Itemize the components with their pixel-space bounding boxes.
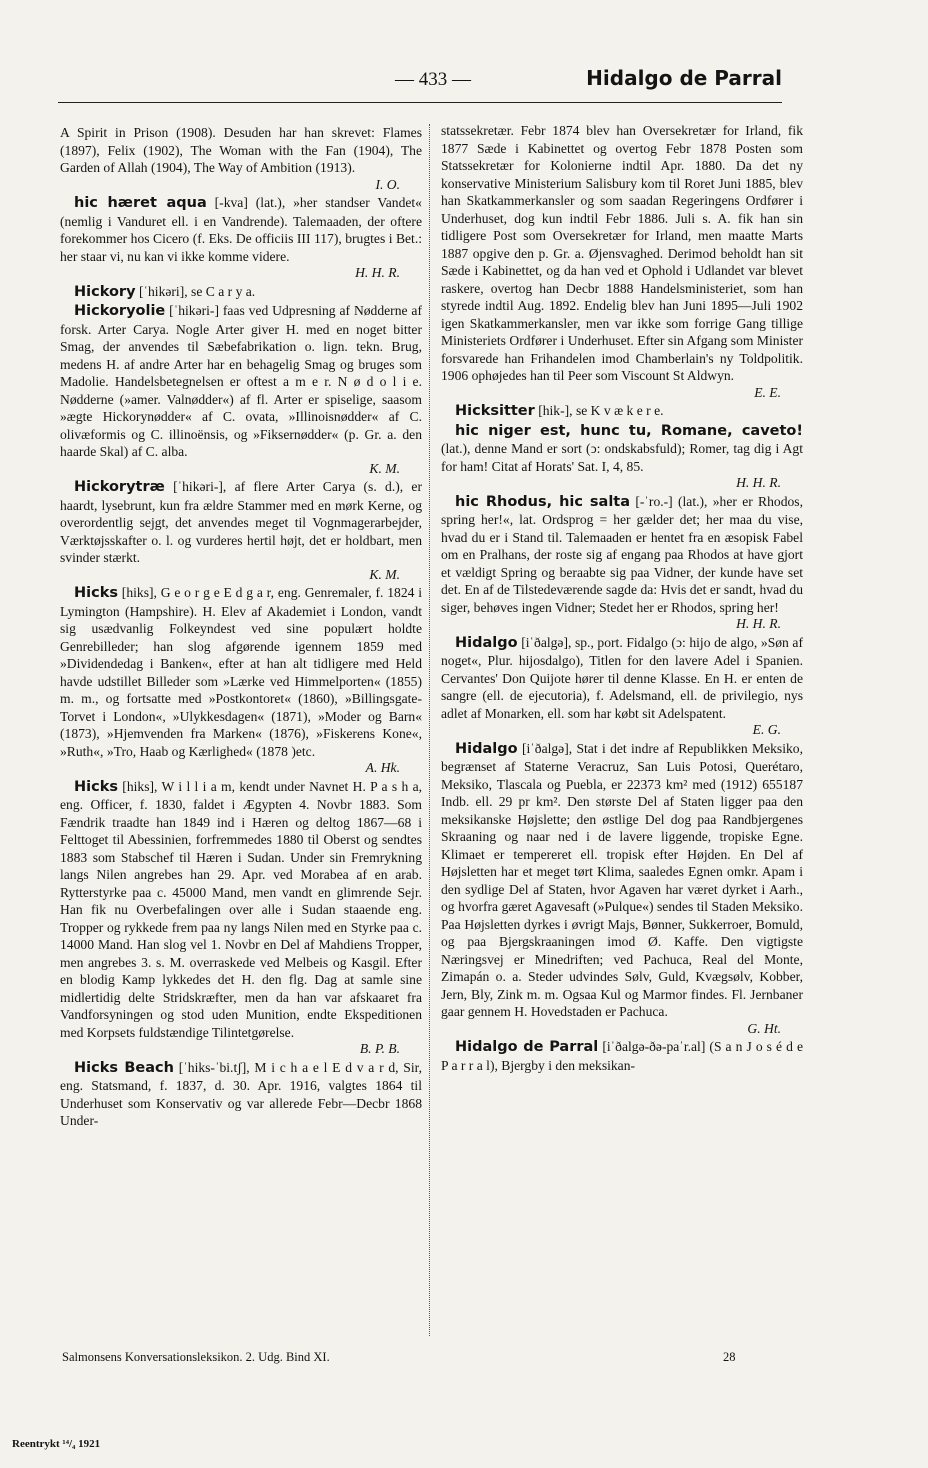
entry-headword: hic hæret aqua: [74, 195, 207, 211]
author-signature: H. H. R.: [355, 265, 400, 280]
header-rule: [58, 102, 782, 103]
entry-headword: Hicks: [74, 778, 118, 795]
page-number: — 433 —: [395, 69, 471, 90]
dictionary-entry: [441, 1038, 803, 1074]
dictionary-entry: [441, 422, 803, 492]
entry-text: [ˈhikəri-], af flere Arter Carya (s. d.), er haardt, lysebrunt, kun fra ældre Stammer med en mørk Kerne, og overordentlig sejgt, det anvendes meget til Vognmagerarbejder, Værktøjsskafter o. l. og vurderes hertil højt, det er holdbart, men svinder stærkt.: [60, 479, 422, 565]
dictionary-entry: [60, 194, 422, 282]
dictionary-entry: [60, 778, 422, 1058]
entry-headword: hic niger est, hunc tu, Romane, caveto!: [455, 422, 803, 439]
entry-text: [ˈhikəri-] faas ved Udpresning af Nødderne af forsk. Arter Carya. Nogle Arter giver H. med en noget bitter Smag, der anvendes til Sæbefabrikation o. lign. tekn. Brug, medens H. af andre Arter har en behagelig Smag og bruges som Madolie. Handelsbetegnelsen er oftest a m e r. N ø d o l i e. Nødderne (»amer. Valnødder«) af fl. Arter er spiselige, saasom »ægte Hickorynødder« af C. ovata, »Illinoisnødder« af C. olivæformis og C. illinoënsis, og »Fiksernødder« (p. Gr. a. den haarde Skal) af C. alba.: [60, 303, 422, 459]
dictionary-entry: [60, 1059, 422, 1130]
entry-headword: hic Rhodus, hic salta: [455, 493, 631, 510]
entry-text: [hiks], G e o r g e E d g a r, eng. Genremaler, f. 1824 i Lymington (Hampshire). H. Elev af Akademiet i London, vandt sig usædvanlig Folkeyndest ved sine populært holdte Genrebilleder; han slog afgørende igennem 1859 med »Dividendedag i Banken«, efter at han alt tidligere med Held havde udstillet Billeder som »Lærke ved Himmelporten« (1855) m. m., og fortsatte med »Postkontoret« (1860), »Billingsgate-Torvet i London«, »Ulykkesdagen« (1871), »Moder og Barn« (1873), »Hjemvenden fra Marken« (1876), »Fiskerens Kone«, »Ruth«, »Tro, Haab og Kærlighed« (1878 )etc.: [60, 585, 422, 759]
entry-text: statssekretær. Febr 1874 blev han Oversekretær for Irland, fik 1877 Sæde i Kabinettet og overtog Febr 1878 Posten som Statssekretær for Kolonierne indtil Apr. 1880. Da det ny konservative Ministerium Salisbury kom til Roret Juni 1885, blev han Skatkammerkansler og som saadan Regeringens Ordfører i Underhuset, dog kun indtil Febr 1886. Juli s. A. fik han sin tidligere Post som Oversekretær for Irland, men maatte Marts 1887 opgive den p. Gr. a. Øjensvaghed. Derimod beholdt han sit Sæde i Kabinettet, og da han ved et Ophold i Udlandet var blevet raskere, overtog han Decbr 1888 Handelsministeriet, som han styrede indtil Aug. 1892. Endelig blev han Juni 1895—Juli 1902 igen Skatkammerkansler, men var ikke som forrige Gang tillige Ministeriets Ordfører i Underhuset. Efter sin Afgang som Minister forsvarede han Frihandelen imod Chamberlain's ny Toldpolitik. 1906 ophøjedes han til Peer som Viscount St Aldwyn.: [441, 123, 803, 383]
author-signature: H. H. R.: [736, 475, 781, 490]
dictionary-entry: [60, 478, 422, 583]
author-signature: K. M.: [369, 566, 400, 582]
entry-headword: Hicks Beach: [74, 1059, 174, 1076]
left-column: [60, 124, 422, 1130]
entry-headword: Hickorytræ: [74, 479, 165, 495]
author-signature: G. Ht.: [747, 1020, 781, 1036]
entry-headword: Hicksitter: [455, 403, 535, 419]
entry-text: [iˈðalgə], sp., port. Fidalgo (ↄ: hijo de algo, »Søn af noget«, Plur. hijosdalgo), Titlen for den lavere Adel i Spanien. Cervantes' Don Quijote hører til denne Klasse. En H. er enten de sangre (ell. de ejecutoria), f. Adelsmand, ell. de privilegio, nys adlet af Monarken, ell. som har købt sit Adelspatent.: [441, 634, 803, 721]
right-column: [441, 122, 803, 1074]
reprint-note: Reentrykt ¹⁴/₄ 1921: [12, 1438, 101, 1450]
entry-headword: Hicks: [74, 585, 118, 601]
entry-text: [ˈhikəri], se C a r y a.: [138, 283, 256, 299]
dictionary-entry: [441, 740, 803, 1038]
sheet-signature: 28: [723, 1350, 736, 1364]
dictionary-entry: [60, 584, 422, 777]
entry-text: [ˈhiks-ˈbi.tʃ], M i c h a e l E d v a r d, Sir, eng. Statsmand, f. 1837, d. 30. Apr. 1916, valgtes 1864 til Underhuset som Konservativ og var allerede Febr—Decbr 1868 Under-: [60, 1059, 422, 1128]
entry-text: [-kva] (lat.), »her standser Vandet« (nemlig i Vanduret ell. i en Vandrende). Talemaaden, der oftere forekommer hos Cicero (f. Eks. De officiis III 117), brugtes i Bet.: her staar vi, nu kan vi ikke komme videre.: [60, 195, 422, 264]
dictionary-entry: [60, 283, 422, 302]
author-signature: H. H. R.: [736, 616, 781, 631]
dictionary-entry: [441, 402, 803, 421]
dictionary-entry: [60, 302, 422, 477]
entry-headword: Hidalgo: [455, 634, 518, 651]
dictionary-entry: [60, 124, 422, 193]
entry-headword: Hidalgo de Parral: [455, 1039, 599, 1055]
author-signature: I. O.: [375, 176, 400, 192]
dictionary-entry: [441, 493, 803, 633]
author-signature: B. P. B.: [359, 1041, 400, 1056]
dictionary-entry: [441, 634, 803, 739]
column-divider: [429, 124, 430, 1336]
publication-line: Salmonsens Konversationsleksikon. 2. Udg. Bind XI.: [62, 1350, 330, 1364]
entry-headword: Hidalgo: [455, 740, 518, 757]
entry-headword: Hickory: [74, 283, 136, 300]
entry-text: [iˈðalgə-ðə-paˈr.al] (S a n J o s é d e P a r r a l), Bjergby i den meksikan-: [441, 1039, 803, 1073]
author-signature: K. M.: [369, 460, 400, 476]
page-footer: [62, 1350, 782, 1365]
author-signature: E. G.: [752, 722, 781, 737]
author-signature: A. Hk.: [365, 760, 400, 775]
dictionary-entry: [441, 122, 803, 401]
entry-headword: Hickoryolie: [74, 303, 166, 319]
entry-text: [hiks], W i l l i a m, kendt under Navnet H. P a s h a, eng. Officer, f. 1830, faldet i Ægypten 4. Novbr 1883. Som Fændrik traadte han 1849 ind i Hæren og deltog 1867—68 i Felttoget til Abessinien, forfremmedes 1880 til Oberst og sendtes 1883 som Stabschef til Hæren i Sudan. Under sin Fremrykning langs Nilen angrebes han 29. Apr. ved Morabea af en arab. Rytterstyrke paa c. 45000 Mand, men vandt en glimrende Sejr. Han fik nu Overbefalingen over alle i Sudan staaende eng. Tropper og rykkede frem paa ny langs Nilen med en Styrke paa c. 14000 Mand. Han slog vel 1. Novbr en Del af Mahdiens Tropper, men angrebes 3. s. M. overraskede ved Melbeis og Kasgil. Efter en blodig Kamp lykkedes det H. den flg. Dag at samle sine midlertidig delte Stridskræfter, men da han var afskaaret fra Vandforsyningen og stod uden Munition, endte Ekspeditionen med Korpsets fuldstændige Tilintetgørelse.: [60, 778, 422, 1040]
page-header: [60, 66, 782, 100]
entry-text: [hik-], se K v æ k e r e.: [538, 403, 664, 418]
author-signature: E. E.: [754, 384, 781, 400]
entry-text: [-ˈro.-] (lat.), »her er Rhodos, spring her!«, lat. Ordsprog = her gælder det; her maa du vise, hvad du er i Stand til. Talemaaden er hentet fra en æsopisk Fabel om en Pralhans, der roste sig af engang paa Rhodos at have gjort et vældigt Spring og beraabte sig paa Vidner, der kunde have set det. En af de Tilstedeværende sagde da: Hvis det er sandt, hvad du siger, behøves ingen Vidner; Stedet her er Rhodos, spring her!: [441, 493, 803, 615]
entry-text: [iˈðalgə], Stat i det indre af Republikken Meksiko, begrænset af Staterne Veracruz, San Luis Potosi, Querétaro, Meksiko, Tlascala og Puebla, er 22373 km² med (1912) 655187 Indb. ell. 29 pr km². Den største Del af Staten ligger paa den meksikanske Højslette; den østlige Del dog paa Randbjergenes Skraaning og naar ned i de lavere liggende, tropiske Egne. Klimaet er tempereret ell. tropisk efter Højden. En Del af Højsletten har et meget tørt Klima, saaledes Egnen omkr. Apam i den sydlige Del af Staten, hvor Agaven har været dyrket i Aarh., og hvorfra gæret Agavesaft (»Pulque«) sendes til Staden Meksiko. Paa Højsletten dyrkes i øvrigt Majs, Bønner, Sukkerroer, Bomuld, og paa Bjergskraaningen imod Ø. Kaffe. Den vigtigste Næringsvej er Minedriften; ved Pachuca, Real del Monte, Zimapán o. a. Steder udvindes Sølv, Guld, Kvægsølv, Kobber, Jern, Bly, Zink m. m. Ogsaa Kul og Marmor findes. Fl. Jernbaner gaar gennem H. Hovedstaden er Pachuca.: [441, 740, 803, 1019]
entry-text: A Spirit in Prison (1908). Desuden har han skrevet: Flames (1897), Felix (1902), The Woman with the Fan (1904), The Garden of Allah (1904), The Way of Ambition (1913).: [60, 125, 422, 175]
running-head: Hidalgo de Parral: [586, 66, 782, 90]
entry-text: (lat.), denne Mand er sort (ↄ: ondskabsfuld); Romer, tag dig i Agt for ham! Citat af Horats' Sat. I, 4, 85.: [441, 441, 803, 474]
